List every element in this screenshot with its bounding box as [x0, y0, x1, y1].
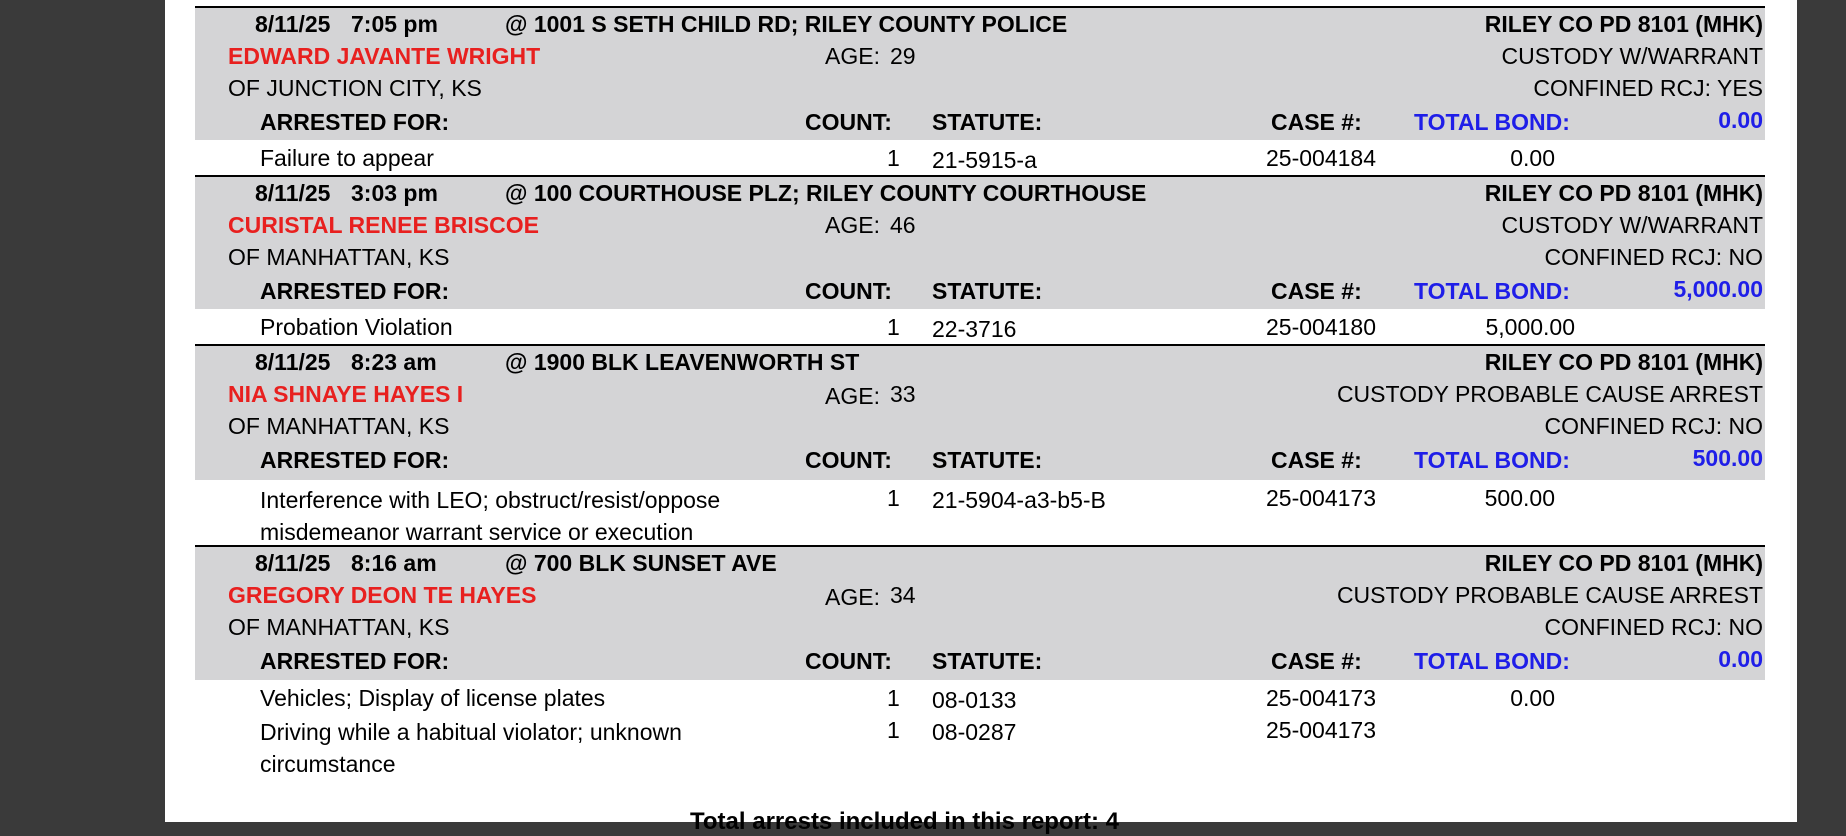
- charge-description-cont: circumstance: [260, 751, 396, 777]
- charge-case-number: 25-004173: [1266, 717, 1376, 743]
- report-footer-total: Total arrests included in this report: 4: [690, 808, 1119, 835]
- count-label: COUNT:: [805, 648, 892, 674]
- custody-type: CUSTODY W/WARRANT: [1501, 212, 1763, 238]
- arrest-date: 8/11/25: [255, 550, 331, 576]
- case-label: CASE #:: [1271, 648, 1362, 674]
- age-label: AGE:: [825, 383, 880, 409]
- arrest-location: @ 1001 S SETH CHILD RD; RILEY COUNTY POLICE: [505, 11, 1068, 37]
- arrest-time: 3:03 pm: [351, 180, 438, 206]
- case-label: CASE #:: [1271, 109, 1362, 135]
- charge-statute: 08-0287: [932, 719, 1017, 745]
- confined-status: CONFINED RCJ: NO: [1544, 244, 1763, 270]
- charge-list: [195, 480, 1765, 546]
- statute-label: STATUTE:: [932, 278, 1043, 304]
- charge-description: Vehicles; Display of license plates: [260, 685, 606, 711]
- charge-description-cont: misdemeanor warrant service or execution: [260, 519, 694, 545]
- total-bond-label: TOTAL BOND:: [1414, 278, 1570, 304]
- charge-list: [195, 680, 1765, 790]
- arrest-time: 8:16 am: [351, 550, 437, 576]
- arrestee-city: OF MANHATTAN, KS: [228, 413, 450, 439]
- case-label: CASE #:: [1271, 278, 1362, 304]
- arrested-for-label: ARRESTED FOR:: [260, 278, 450, 304]
- arrested-for-label: ARRESTED FOR:: [260, 447, 450, 473]
- arresting-agency: RILEY CO PD 8101 (MHK): [1484, 180, 1763, 206]
- arrested-for-label: ARRESTED FOR:: [260, 109, 450, 135]
- arrest-record: [195, 344, 1765, 546]
- charge-count: 1: [887, 314, 900, 340]
- arrest-record: [195, 175, 1765, 343]
- charge-statute: 21-5915-a: [932, 147, 1037, 173]
- count-label: COUNT:: [805, 447, 892, 473]
- record-header: [195, 6, 1765, 140]
- charge-list: [195, 140, 1765, 174]
- statute-label: STATUTE:: [932, 648, 1043, 674]
- custody-type: CUSTODY W/WARRANT: [1501, 43, 1763, 69]
- charge-count: 1: [887, 145, 900, 171]
- charge-statute: 08-0133: [932, 687, 1017, 713]
- total-bond-label: TOTAL BOND:: [1414, 109, 1570, 135]
- total-bond-label: TOTAL BOND:: [1414, 447, 1570, 473]
- charge-statute: 21-5904-a3-b5-B: [932, 487, 1106, 513]
- total-bond-label: TOTAL BOND:: [1414, 648, 1570, 674]
- age-label: AGE:: [825, 212, 880, 238]
- charge-case-number: 25-004180: [1266, 314, 1376, 340]
- arrest-record: [195, 6, 1765, 174]
- arresting-agency: RILEY CO PD 8101 (MHK): [1484, 349, 1763, 375]
- charge-count: 1: [887, 685, 900, 711]
- arrestee-name: CURISTAL RENEE BRISCOE: [228, 212, 539, 238]
- arrestee-age: 34: [890, 582, 916, 608]
- charge-bond: 0.00: [1510, 145, 1555, 171]
- charge-description: Interference with LEO; obstruct/resist/oppose: [260, 487, 721, 513]
- charge-bond: 5,000.00: [1485, 314, 1575, 340]
- charge-statute: 22-3716: [932, 316, 1017, 342]
- arrest-location: @ 1900 BLK LEAVENWORTH ST: [505, 349, 860, 375]
- charge-case-number: 25-004184: [1266, 145, 1376, 171]
- record-header: [195, 545, 1765, 680]
- arrest-location: @ 700 BLK SUNSET AVE: [505, 550, 777, 576]
- statute-label: STATUTE:: [932, 447, 1043, 473]
- custody-type: CUSTODY PROBABLE CAUSE ARREST: [1336, 582, 1763, 608]
- charge-case-number: 25-004173: [1266, 685, 1376, 711]
- arrest-time: 7:05 pm: [351, 11, 438, 37]
- arrestee-city: OF JUNCTION CITY, KS: [228, 75, 482, 101]
- count-label: COUNT:: [805, 109, 892, 135]
- case-label: CASE #:: [1271, 447, 1362, 473]
- charge-count: 1: [887, 485, 900, 511]
- charge-count: 1: [887, 717, 900, 743]
- total-bond-value: 5,000.00: [1673, 276, 1763, 302]
- charge-list: [195, 309, 1765, 343]
- arrestee-age: 33: [890, 381, 916, 407]
- confined-status: CONFINED RCJ: NO: [1544, 413, 1763, 439]
- arrestee-name: GREGORY DEON TE HAYES: [228, 582, 537, 608]
- age-label: AGE:: [825, 584, 880, 610]
- arrest-record: [195, 545, 1765, 790]
- arrestee-name: EDWARD JAVANTE WRIGHT: [228, 43, 541, 69]
- arrestee-name: NIA SHNAYE HAYES I: [228, 381, 464, 407]
- arrested-for-label: ARRESTED FOR:: [260, 648, 450, 674]
- confined-status: CONFINED RCJ: YES: [1533, 75, 1763, 101]
- charge-case-number: 25-004173: [1266, 485, 1376, 511]
- record-header: [195, 175, 1765, 309]
- statute-label: STATUTE:: [932, 109, 1043, 135]
- charge-description: Probation Violation: [260, 314, 453, 340]
- arrest-date: 8/11/25: [255, 349, 331, 375]
- record-header: [195, 344, 1765, 480]
- custody-type: CUSTODY PROBABLE CAUSE ARREST: [1336, 381, 1763, 407]
- charge-bond: 500.00: [1484, 485, 1555, 511]
- count-label: COUNT:: [805, 278, 892, 304]
- arrest-location: @ 100 COURTHOUSE PLZ; RILEY COUNTY COURTHOUSE: [505, 180, 1147, 206]
- charge-description: Driving while a habitual violator; unknown: [260, 719, 682, 745]
- arrest-date: 8/11/25: [255, 11, 331, 37]
- charge-bond: 0.00: [1510, 685, 1555, 711]
- arrestee-city: OF MANHATTAN, KS: [228, 614, 450, 640]
- total-bond-value: 0.00: [1718, 107, 1763, 133]
- arrestee-age: 46: [890, 212, 916, 238]
- charge-description: Failure to appear: [260, 145, 434, 171]
- arrest-time: 8:23 am: [351, 349, 437, 375]
- arrestee-city: OF MANHATTAN, KS: [228, 244, 450, 270]
- total-bond-value: 0.00: [1718, 646, 1763, 672]
- arresting-agency: RILEY CO PD 8101 (MHK): [1484, 11, 1763, 37]
- arresting-agency: RILEY CO PD 8101 (MHK): [1484, 550, 1763, 576]
- confined-status: CONFINED RCJ: NO: [1544, 614, 1763, 640]
- arrestee-age: 29: [890, 43, 916, 69]
- age-label: AGE:: [825, 43, 880, 69]
- total-bond-value: 500.00: [1692, 445, 1763, 471]
- arrest-date: 8/11/25: [255, 180, 331, 206]
